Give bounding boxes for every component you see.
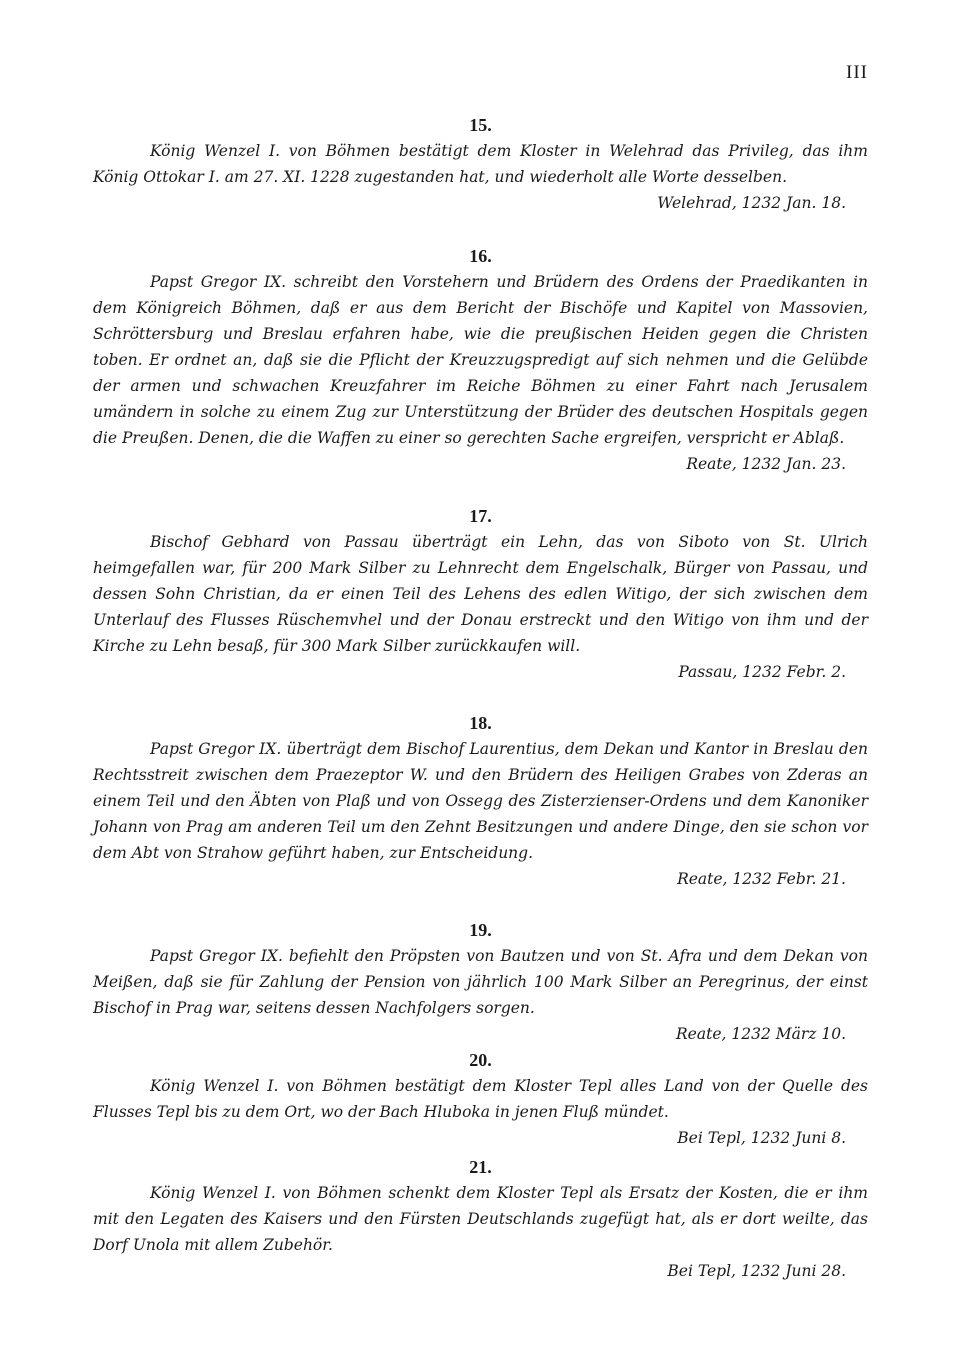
entry-19 [93,918,868,1047]
entry-text: Papst Gregor IX. schreibt den Vorstehern und Brüdern des Ordens der Praedikanten in dem Königreich Böhmen, daß er aus dem Bericht der Bischöfe und Kapitel von Massovien, Schröttersburg und Breslau erfahren habe, wie die preußischen Heiden gegen die Christen toben. Er ordnet an, daß sie die Pflicht der Kreuzzugspredigt auf sich nehmen und die Gelübde der armen und schwachen Kreuzfahrer im Reiche Böhmen zu einer Fahrt nach Jerusalem umändern in solche zu einem Zug zur Unterstützung der Brüder des deutschen Hospitals gegen die Preußen. Denen, die die Waffen zu einer so gerechten Sache ergreifen, verspricht er Ablaß. [93,273,868,447]
entry-17 [93,504,868,685]
entry-date: Reate, 1232 Febr. 21. [677,870,846,888]
entry-text: Papst Gregor IX. überträgt dem Bischof Laurentius, dem Dekan und Kantor in Breslau den Rechtsstreit zwischen dem Praezeptor W. und den Brüdern des Heiligen Grabes von Zderas an einem Teil und den Äbten von Plaß und von Ossegg des Zisterzienser-Ordens und dem Kanoniker Johann von Prag am anderen Teil um den Zehnt Besitzungen und andere Dinge, den sie schon vor dem Abt von Strahow geführt haben, zur Entscheidung. [93,740,868,862]
entry-number: 20. [469,1050,492,1070]
entry-number: 18. [469,713,492,733]
entry-text: König Wenzel I. von Böhmen bestätigt dem Kloster in Welehrad das Privileg, das ihm König Ottokar I. am 27. XI. 1228 zugestanden hat, und wiederholt alle Worte desselben. [93,142,868,186]
entry-text: König Wenzel I. von Böhmen schenkt dem Kloster Tepl als Ersatz der Kosten, die er ihm mit den Legaten des Kaisers und den Fürsten Deutschlands zugefügt hat, als er dort weilte, das Dorf Unola mit allem Zubehör. [93,1184,868,1254]
entry-text: König Wenzel I. von Böhmen bestätigt dem Kloster Tepl alles Land von der Quelle des Flusses Tepl bis zu dem Ort, wo der Bach Hluboka in jenen Fluß mündet. [93,1077,868,1121]
entry-text: Bischof Gebhard von Passau überträgt ein Lehn, das von Siboto von St. Ulrich heimgefallen war, für 200 Mark Silber zu Lehnrecht dem Engelschalk, Bürger von Passau, und dessen Sohn Christian, da er einen Teil des Lehens des edlen Witigo, der sich zwischen dem Unterlauf des Flusses Rüschemvhel und der Donau erstreckt und den Witigo von ihm und der Kirche zu Lehn besaß, für 300 Mark Silber zurückkaufen will. [93,533,868,655]
entry-date: Reate, 1232 März 10. [676,1025,846,1043]
entry-number: 17. [469,506,492,526]
entry-number: 21. [469,1157,492,1177]
entry-date: Bei Tepl, 1232 Juni 28. [667,1262,846,1280]
entry-text: Papst Gregor IX. befiehlt den Pröpsten von Bautzen und von St. Afra und dem Dekan von Meißen, daß sie für Zahlung der Pension von jährlich 100 Mark Silber an Peregrinus, der einst Bischof in Prag war, seitens dessen Nachfolgers sorgen. [93,947,868,1017]
entry-date: Reate, 1232 Jan. 23. [686,455,846,473]
page-number: III [846,62,868,83]
entry-date: Passau, 1232 Febr. 2. [678,663,846,681]
entry-15 [93,113,868,216]
entry-date: Welehrad, 1232 Jan. 18. [657,194,846,212]
entry-16 [93,244,868,477]
entry-date: Bei Tepl, 1232 Juni 8. [677,1129,846,1147]
entry-number: 16. [469,246,492,266]
entry-18 [93,711,868,892]
entry-number: 15. [469,115,492,135]
entry-number: 19. [469,920,492,940]
entry-20 [93,1048,868,1151]
entry-21 [93,1155,868,1284]
